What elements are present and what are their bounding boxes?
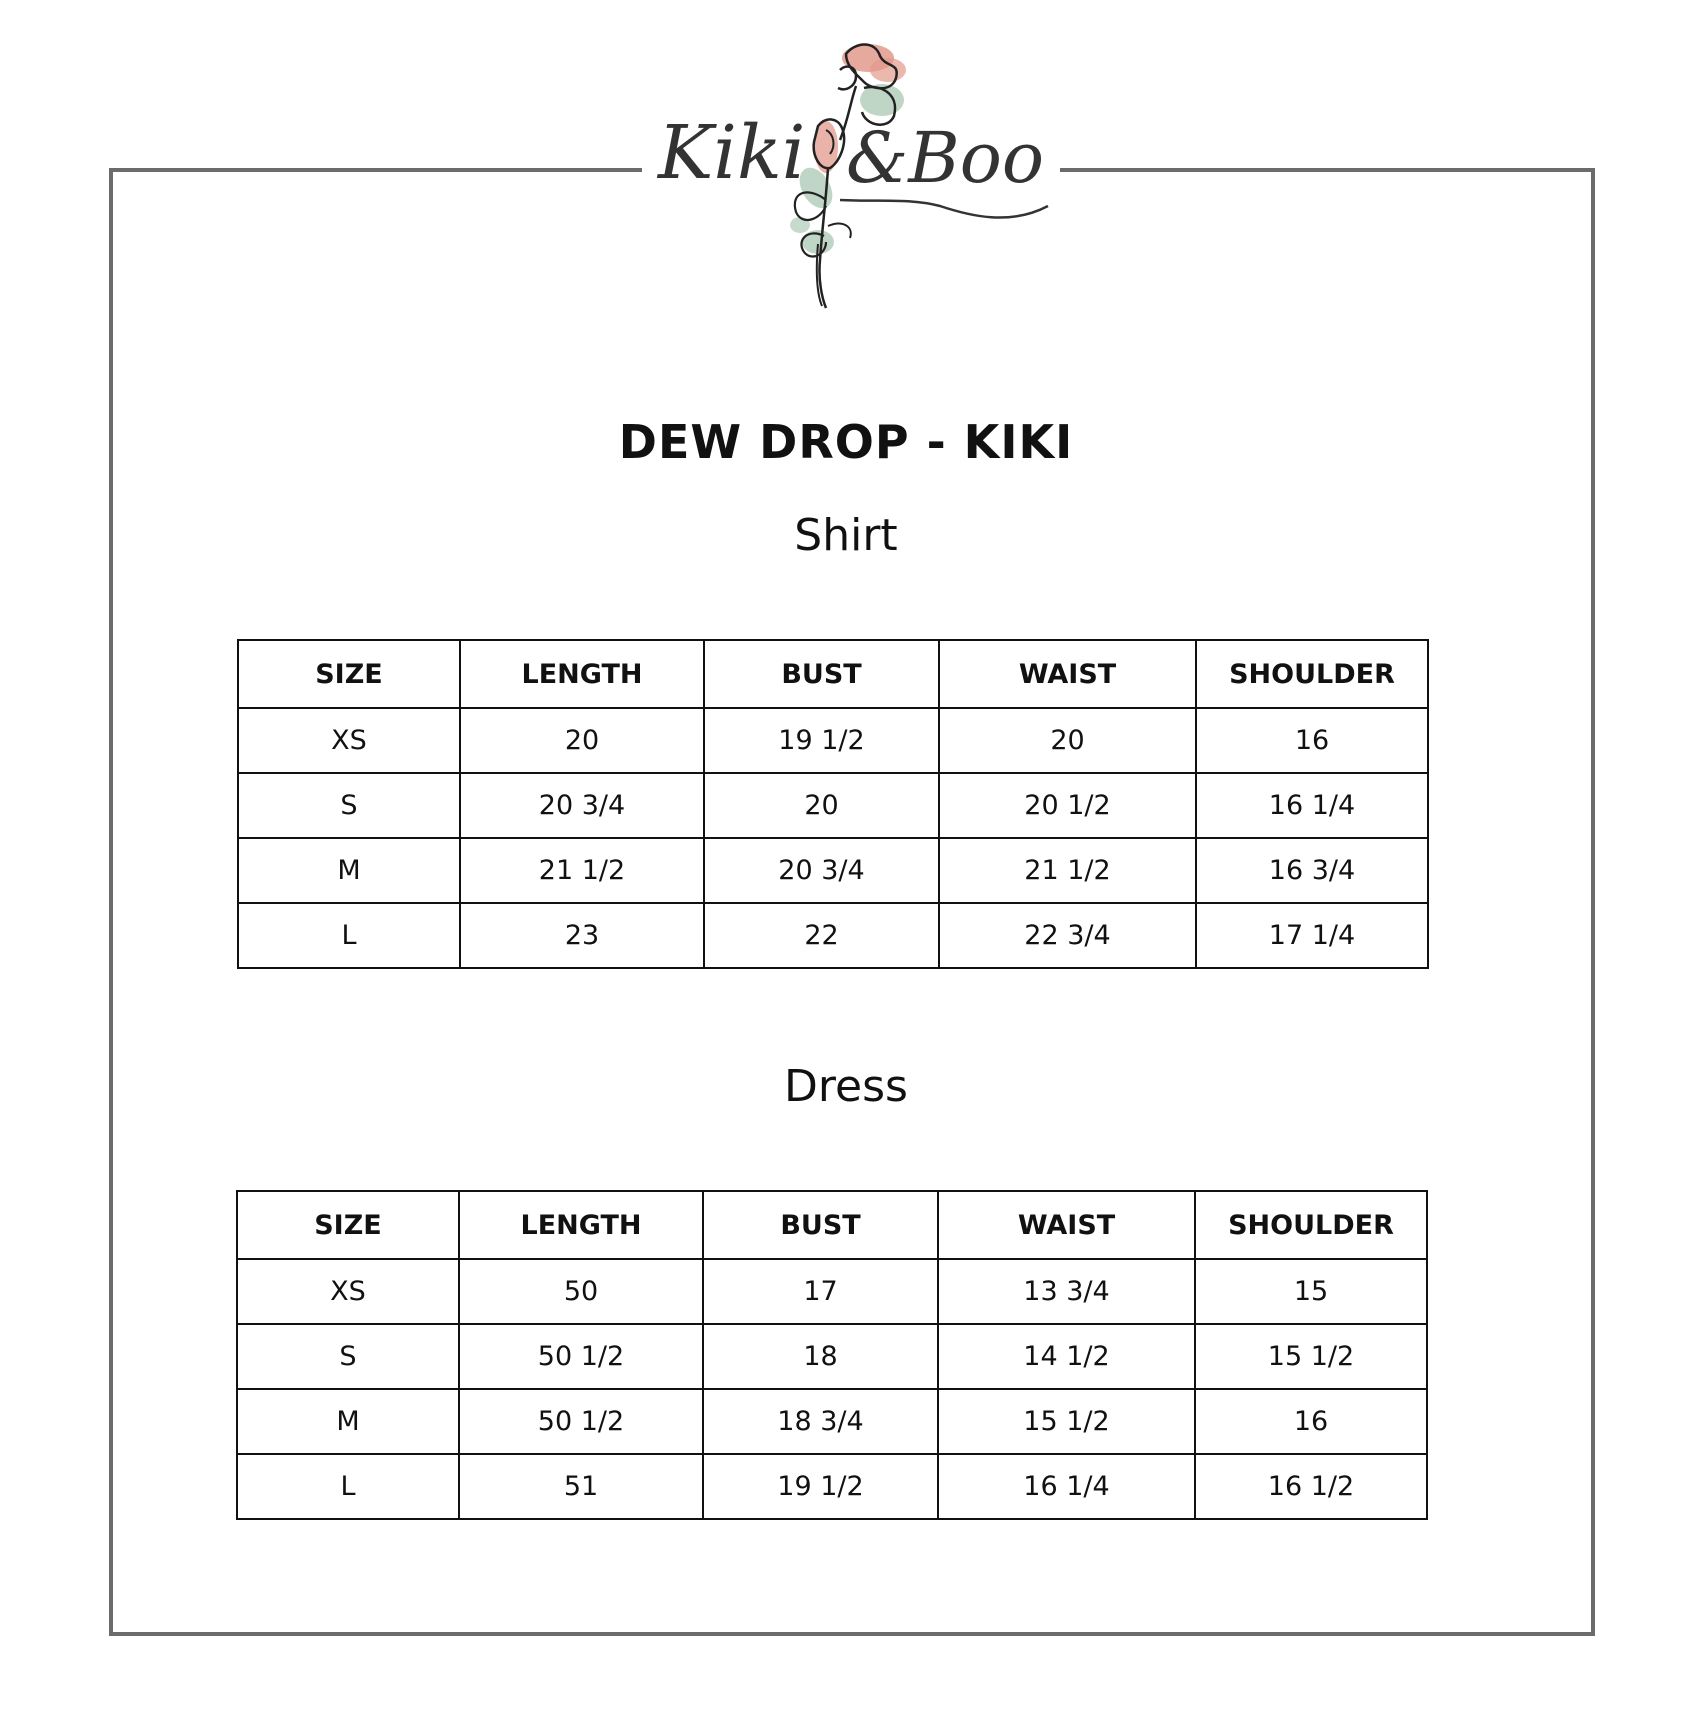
cell-size: L <box>237 1454 459 1519</box>
header-bust: BUST <box>703 1191 938 1259</box>
header-size: SIZE <box>237 1191 459 1259</box>
shirt-section-title: Shirt <box>794 510 898 561</box>
cell-shoulder: 16 <box>1195 1389 1427 1454</box>
cell-waist: 21 1/2 <box>939 838 1196 903</box>
cell-length: 50 <box>459 1259 703 1324</box>
table-row <box>238 708 1428 773</box>
cell-bust: 17 <box>703 1259 938 1324</box>
table-row <box>237 1259 1427 1324</box>
dress-section-title: Dress <box>784 1061 908 1112</box>
cell-bust: 19 1/2 <box>703 1454 938 1519</box>
table-row <box>238 838 1428 903</box>
cell-size: XS <box>237 1259 459 1324</box>
cell-bust: 20 3/4 <box>704 838 939 903</box>
logo-wordmark-boo: &Boo <box>846 117 1045 199</box>
cell-length: 21 1/2 <box>460 838 704 903</box>
header-bust: BUST <box>704 640 939 708</box>
cell-bust: 20 <box>704 773 939 838</box>
header-shoulder: SHOULDER <box>1195 1191 1427 1259</box>
page-title: DEW DROP - KIKI <box>618 415 1074 469</box>
cell-length: 51 <box>459 1454 703 1519</box>
table-header-row <box>238 640 1428 708</box>
cell-waist: 14 1/2 <box>938 1324 1195 1389</box>
cell-length: 50 1/2 <box>459 1389 703 1454</box>
dress-size-table <box>236 1190 1428 1520</box>
logo-wordmark-kiki: Kiki <box>658 110 806 196</box>
cell-shoulder: 15 <box>1195 1259 1427 1324</box>
rose-logo-icon <box>650 30 1050 330</box>
cell-size: S <box>237 1324 459 1389</box>
table-row <box>238 903 1428 968</box>
cell-length: 20 3/4 <box>460 773 704 838</box>
table-row <box>237 1454 1427 1519</box>
cell-length: 50 1/2 <box>459 1324 703 1389</box>
cell-bust: 18 3/4 <box>703 1389 938 1454</box>
table-row <box>238 773 1428 838</box>
header-length: LENGTH <box>460 640 704 708</box>
cell-bust: 19 1/2 <box>704 708 939 773</box>
cell-bust: 22 <box>704 903 939 968</box>
cell-size: XS <box>238 708 460 773</box>
header-shoulder: SHOULDER <box>1196 640 1428 708</box>
cell-shoulder: 16 3/4 <box>1196 838 1428 903</box>
table-header-row <box>237 1191 1427 1259</box>
cell-waist: 20 <box>939 708 1196 773</box>
cell-size: M <box>237 1389 459 1454</box>
header-size: SIZE <box>238 640 460 708</box>
cell-size: S <box>238 773 460 838</box>
cell-shoulder: 15 1/2 <box>1195 1324 1427 1389</box>
cell-waist: 22 3/4 <box>939 903 1196 968</box>
cell-shoulder: 16 1/4 <box>1196 773 1428 838</box>
table-row <box>237 1389 1427 1454</box>
cell-waist: 13 3/4 <box>938 1259 1195 1324</box>
header-waist: WAIST <box>939 640 1196 708</box>
header-waist: WAIST <box>938 1191 1195 1259</box>
table-row <box>237 1324 1427 1389</box>
cell-waist: 16 1/4 <box>938 1454 1195 1519</box>
cell-shoulder: 16 <box>1196 708 1428 773</box>
cell-waist: 20 1/2 <box>939 773 1196 838</box>
brand-logo <box>650 30 1050 330</box>
cell-size: M <box>238 838 460 903</box>
cell-length: 20 <box>460 708 704 773</box>
shirt-size-table <box>237 639 1429 969</box>
cell-length: 23 <box>460 903 704 968</box>
cell-shoulder: 17 1/4 <box>1196 903 1428 968</box>
cell-size: L <box>238 903 460 968</box>
cell-bust: 18 <box>703 1324 938 1389</box>
cell-shoulder: 16 1/2 <box>1195 1454 1427 1519</box>
header-length: LENGTH <box>459 1191 703 1259</box>
cell-waist: 15 1/2 <box>938 1389 1195 1454</box>
